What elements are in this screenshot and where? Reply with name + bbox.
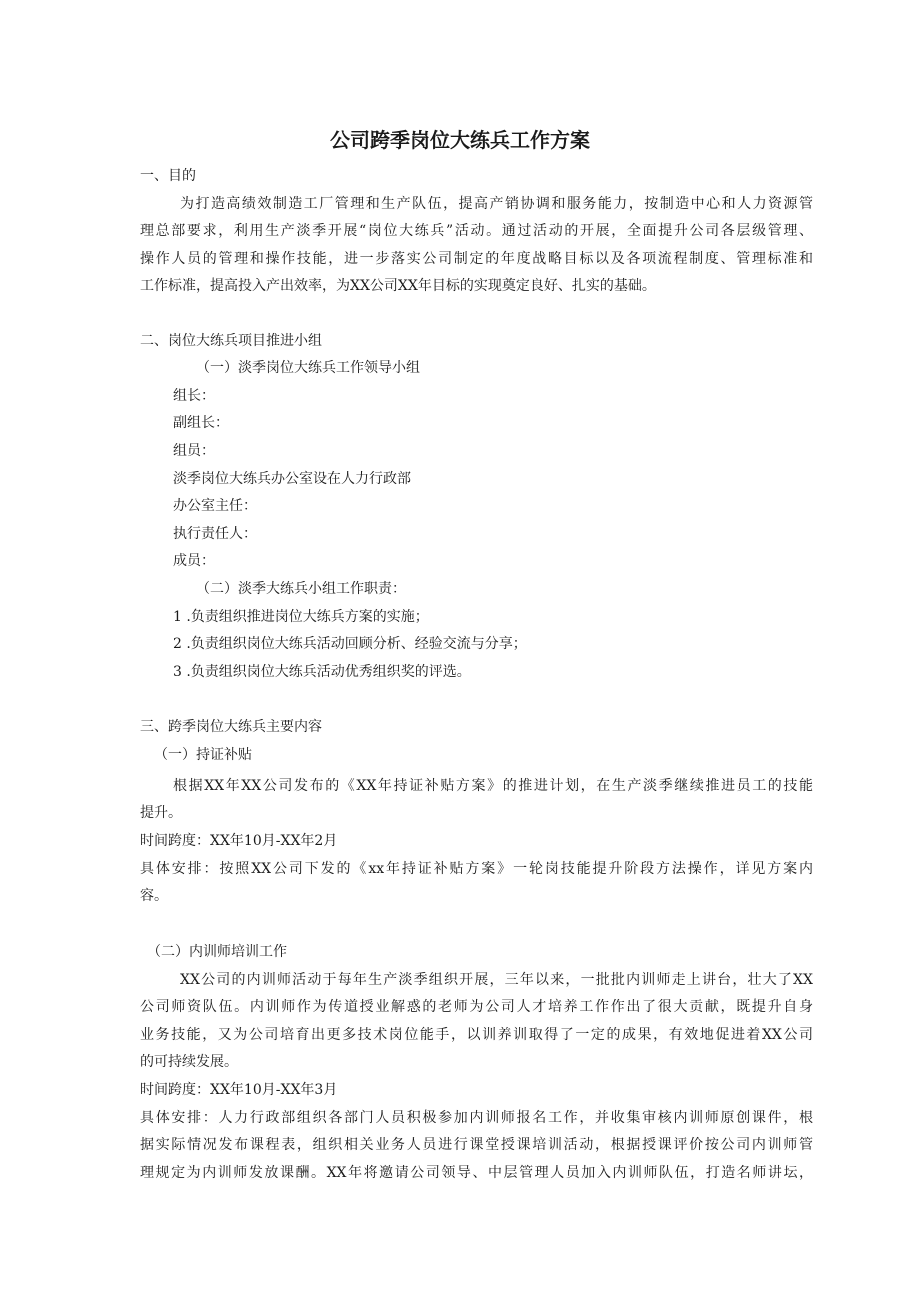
duty-item: 3 .负责组织岗位大练兵活动优秀组织奖的评选。 <box>173 664 471 680</box>
role-line: 执行责任人： <box>173 526 257 542</box>
role-line: 淡季岗位大练兵办公室设在人力行政部 <box>173 471 411 487</box>
paragraph-line: 业务技能，又为公司培育出更多技术岗位能手，以训养训取得了一定的成果，有效地促进着XX公司 <box>140 1027 813 1043</box>
paragraph-line: 提升。 <box>140 805 182 821</box>
paragraph-line: 公司师资队伍。内训师作为传道授业解惑的老师为公司人才培养工作作出了很大贡献，既提升自身 <box>140 999 813 1015</box>
duty-item: 2 .负责组织岗位大练兵活动回顾分析、经验交流与分享； <box>173 636 527 652</box>
paragraph-line: 的可持续发展。 <box>140 1054 238 1070</box>
paragraph-line: XX公司的内训师活动于每年生产淡季组织开展，三年以来，一批批内训师走上讲台，壮大了XX <box>180 972 813 988</box>
paragraph-line: 操作人员的管理和操作技能，进一步落实公司制定的年度战略目标以及各项流程制度、管理标准和 <box>140 251 813 267</box>
subheading-leadership-group: （一）淡季岗位大练兵工作领导小组 <box>196 360 420 376</box>
arrangement-line: 具体安排：按照XX公司下发的《xx年持证补贴方案》一轮岗技能提升阶段方法操作，详见方案内 <box>140 861 813 877</box>
subheading-certificate-subsidy: （一）持证补贴 <box>154 747 252 763</box>
arrangement-line: 据实际情况发布课程表，组织相关业务人员进行课堂授课培训活动，根据授课评价按公司内训师管 <box>140 1137 813 1153</box>
subheading-duties: （二）淡季大练兵小组工作职责： <box>196 581 406 597</box>
arrangement-line: 容。 <box>140 888 168 904</box>
paragraph-line: 根据XX年XX公司发布的《XX年持证补贴方案》的推进计划，在生产淡季继续推进员工的技能 <box>173 778 813 794</box>
section-2-heading: 二、岗位大练兵项目推进小组 <box>140 333 322 349</box>
role-line: 组长： <box>173 388 215 404</box>
role-line: 成员： <box>173 553 215 569</box>
role-line: 办公室主任： <box>173 498 257 514</box>
paragraph-line: 为打造高绩效制造工厂管理和生产队伍，提高产销协调和服务能力，按制造中心和人力资源管 <box>180 196 813 212</box>
section-3-heading: 三、跨季岗位大练兵主要内容 <box>140 719 322 735</box>
document-title: 公司跨季岗位大练兵工作方案 <box>330 128 590 152</box>
role-line: 副组长： <box>173 415 229 431</box>
time-span: 时间跨度：XX年10月-XX年2月 <box>140 833 338 849</box>
time-span: 时间跨度：XX年10月-XX年3月 <box>140 1082 338 1098</box>
section-1-heading: 一、目的 <box>140 168 196 184</box>
paragraph-line: 工作标准，提高投入产出效率，为XX公司XX年目标的实现奠定良好、扎实的基础。 <box>140 278 656 294</box>
arrangement-line: 理规定为内训师发放课酬。XX年将邀请公司领导、中层管理人员加入内训师队伍，打造名师讲坛， <box>140 1165 813 1181</box>
role-line: 组员： <box>173 443 215 459</box>
arrangement-line: 具体安排：人力行政部组织各部门人员积极参加内训师报名工作，并收集审核内训师原创课件，根 <box>140 1110 813 1126</box>
paragraph-line: 理总部要求，利用生产淡季开展“岗位大练兵”活动。通过活动的开展，全面提升公司各层级管理、 <box>140 223 813 239</box>
subheading-internal-trainer: （二）内训师培训工作 <box>147 944 287 960</box>
duty-item: 1 .负责组织推进岗位大练兵方案的实施； <box>173 609 429 625</box>
